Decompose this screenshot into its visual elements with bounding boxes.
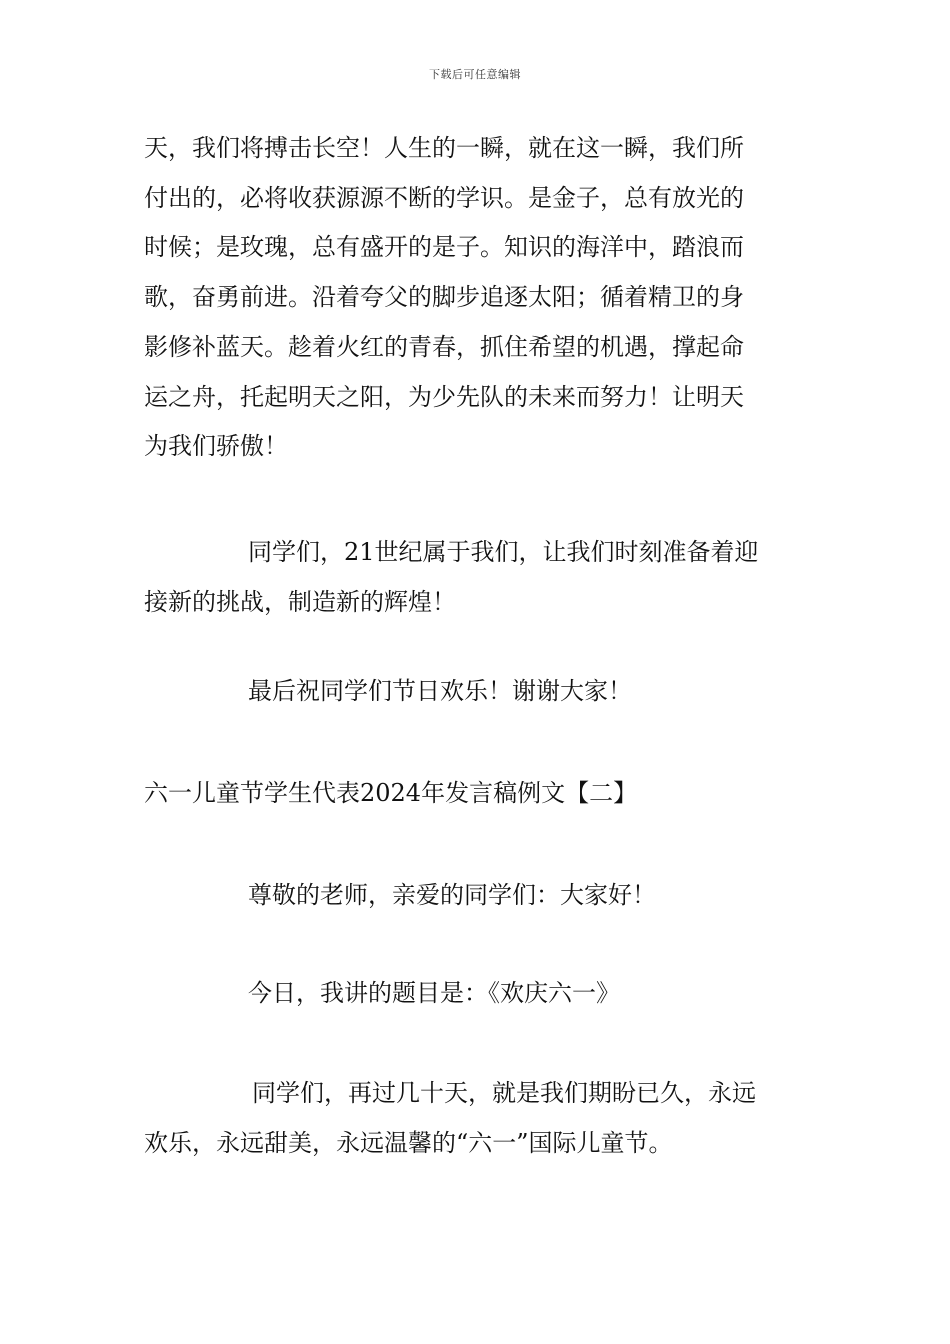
- document-body: [144, 124, 808, 1169]
- paragraph-gap: [144, 1019, 808, 1069]
- text-line: 天，我们将搏击长空！人生的一瞬，就在这一瞬，我们所: [144, 134, 744, 162]
- paragraph-gap: [144, 627, 808, 667]
- text-line: 影修补蓝天。趁着火红的青春，抓住希望的机遇，撑起命: [144, 332, 744, 361]
- text-line: 今日，我讲的题目是：《欢庆六一》: [248, 979, 620, 1008]
- text-line: 尊敬的老师，亲爱的同学们：大家好！: [248, 880, 656, 909]
- paragraph-childrens-day: [144, 1069, 808, 1168]
- paragraph-closing: [144, 667, 808, 717]
- text-line: 付出的，必将收获源源不断的学识。是金子，总有放光的: [144, 183, 744, 212]
- paragraph-greeting: [144, 871, 808, 921]
- paragraph-speech-continuation: [144, 124, 808, 472]
- paragraph-gap: [144, 920, 808, 969]
- text-line: 同学们，21世纪属于我们，让我们时刻准备着迎: [248, 537, 759, 566]
- text-line: 最后祝同学们节日欢乐！谢谢大家！: [248, 677, 632, 706]
- text-line: 为我们骄傲！: [144, 432, 288, 461]
- paragraph-gap: [144, 819, 808, 871]
- text-line: 接新的挑战，制造新的辉煌！: [144, 587, 456, 616]
- paragraph-gap: [144, 472, 808, 528]
- paragraph-topic: [144, 969, 808, 1019]
- section-title: 六一儿童节学生代表2024年发言稿例文【二】: [144, 779, 638, 808]
- paragraph-gap: [144, 717, 808, 769]
- paragraph-century: [144, 528, 808, 627]
- text-line: 歌，奋勇前进。沿着夸父的脚步追逐太阳；循着精卫的身: [144, 283, 744, 312]
- text-line: 同学们，再过几十天，就是我们期盼已久，永远: [252, 1079, 756, 1108]
- text-line: 欢乐，永远甜美，永远温馨的“六一”国际儿童节。: [144, 1128, 673, 1157]
- text-line: 时候；是玫瑰，总有盛开的是子。知识的海洋中，踏浪而: [144, 233, 744, 262]
- section-heading: [144, 769, 808, 819]
- text-line: 运之舟，托起明天之阳，为少先队的未来而努力！让明天: [144, 382, 744, 411]
- page-header: 下载后可任意编辑: [429, 68, 521, 81]
